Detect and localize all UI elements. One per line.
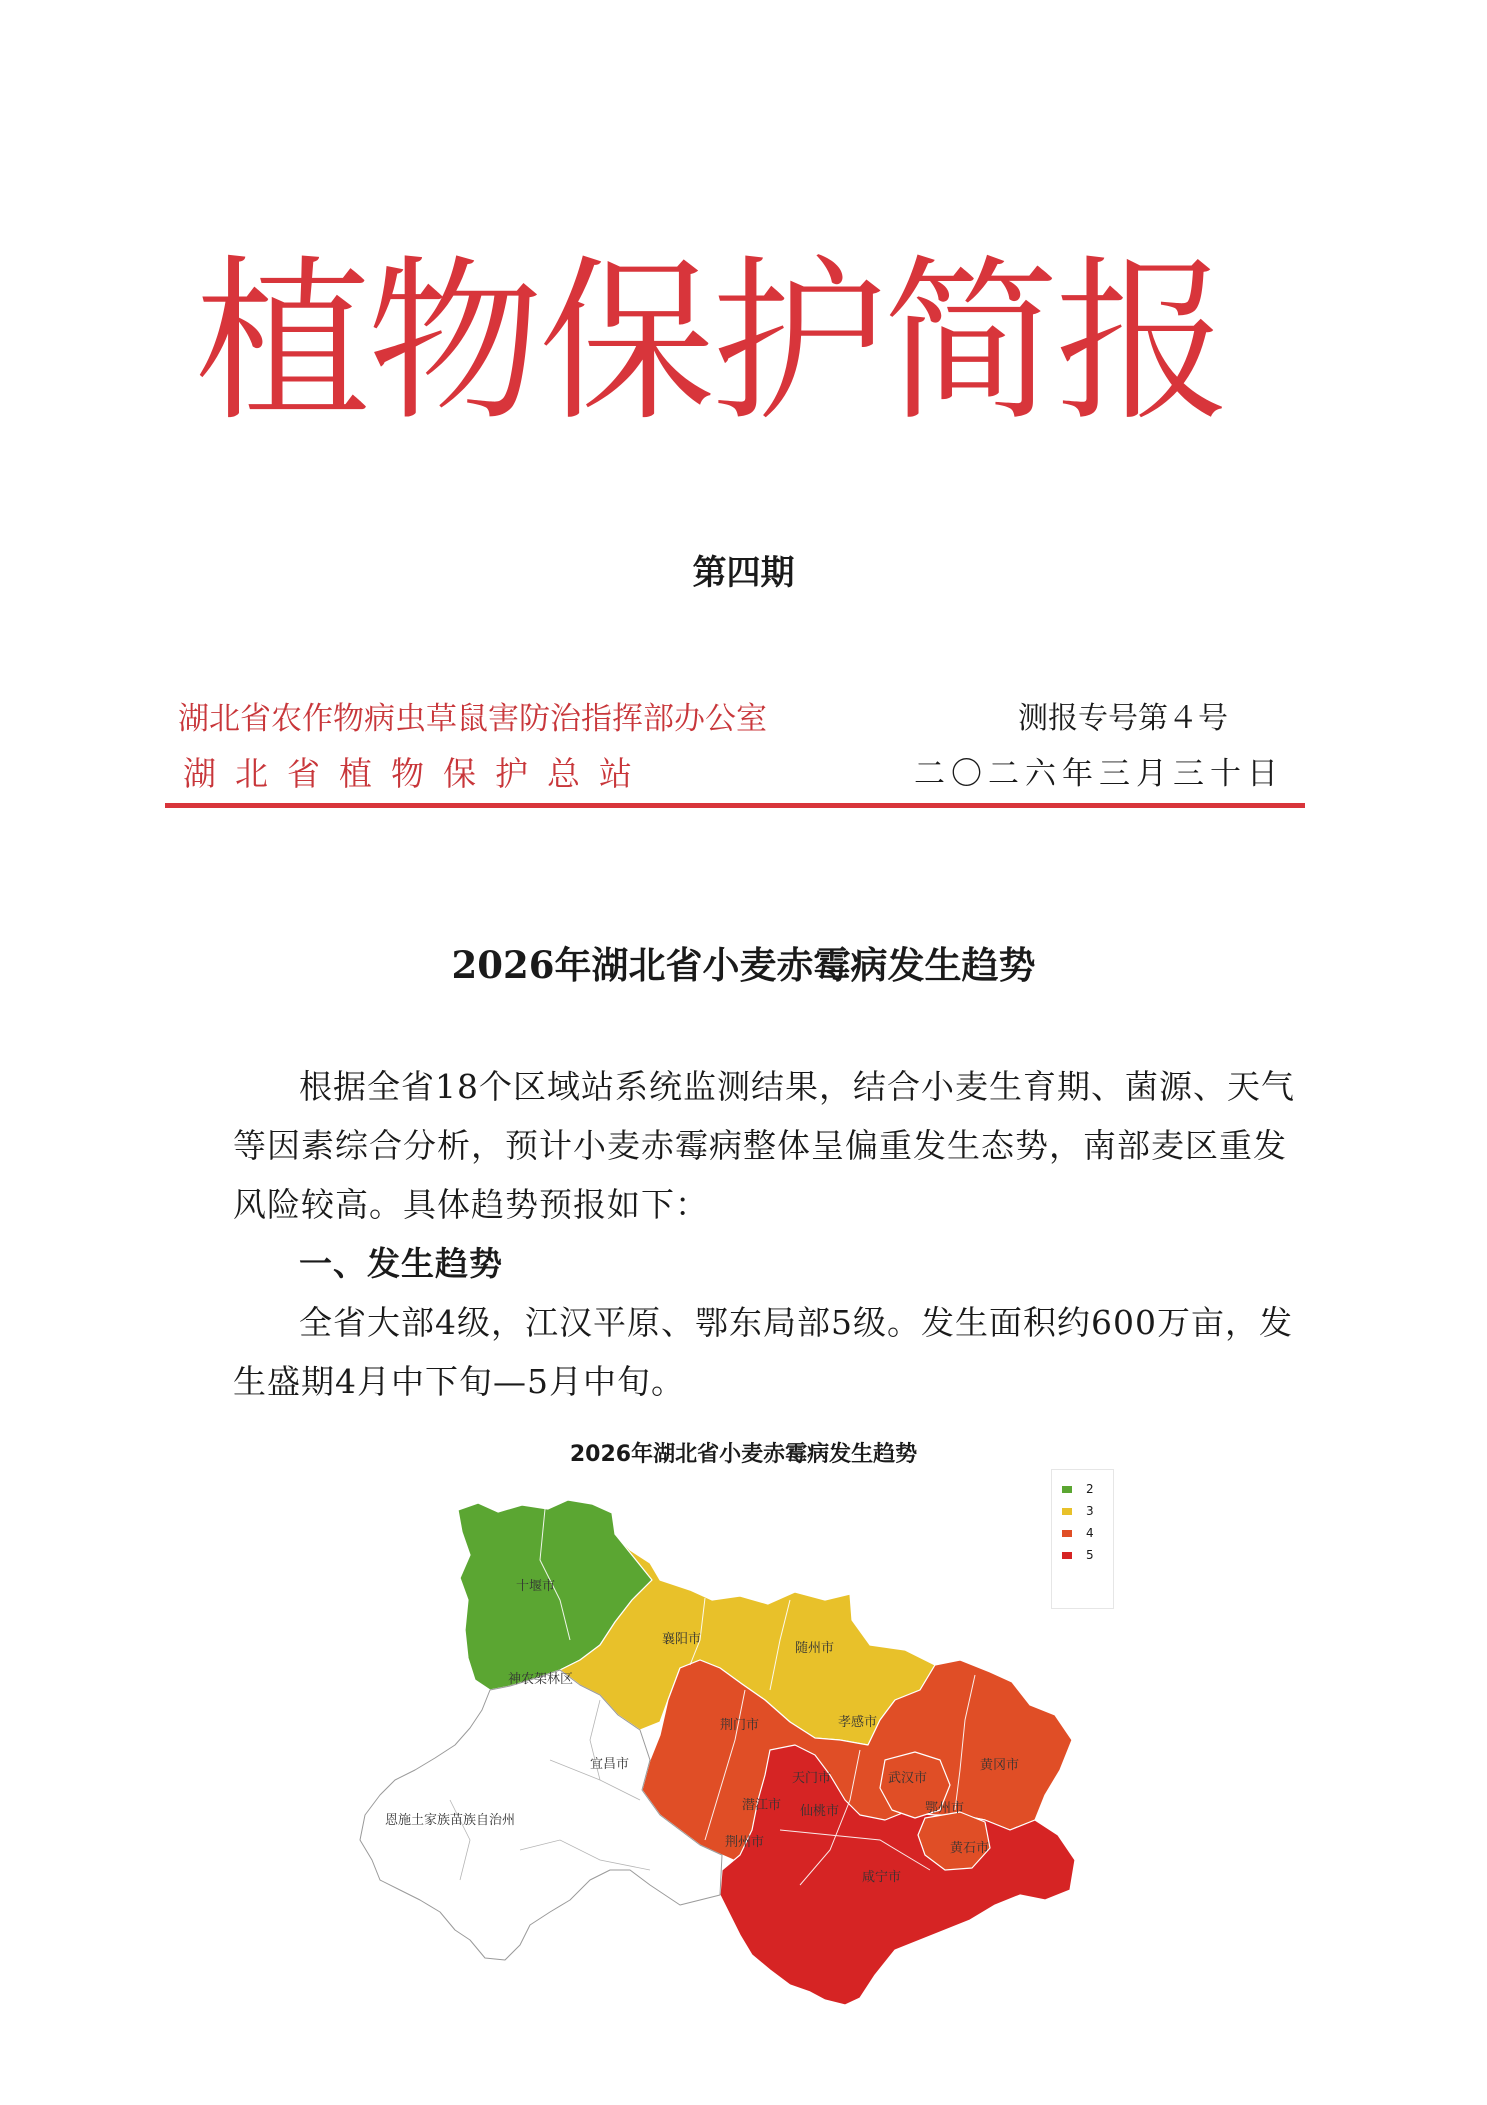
issue-date: 二〇二六年三月三十日 [914,756,1284,792]
legend-label: 5 [1086,1548,1094,1562]
city-label-xiaogan: 孝感市 [838,1715,878,1730]
masthead-title: 植物保护简报 [195,240,1228,445]
section-heading: 一、发生趋势 [299,1244,503,1283]
article-title: 2026年湖北省小麦赤霉病发生趋势 [451,943,1036,987]
paragraph-intro: 根据全省18个区域站系统监测结果，结合小麦生育期、菌源、天气等因素综合分析，预计小麦赤霉病整体呈偏重发生态势，南部麦区重发风险较高。具体趋势预报如下： [233,1067,1295,1224]
city-label-jingmen: 荆门市 [720,1718,760,1733]
city-label-wuhan: 武汉市 [888,1771,928,1786]
legend-label: 4 [1086,1526,1094,1540]
city-label-shiyan: 十堰市 [516,1579,556,1594]
paragraph-trend: 全省大部4级，江汉平原、鄂东局部5级。发生面积约600万亩，发生盛期4月中下旬—5月中旬。 [233,1303,1293,1401]
issue-label: 第四期 [692,553,795,593]
city-label-xianning: 咸宁市 [862,1870,902,1885]
legend-label: 2 [1086,1482,1094,1496]
city-label-qianjiang: 潜江市 [742,1798,782,1813]
city-label-enshi: 恩施土家族苗族自治州 [385,1813,516,1828]
issuer-station: 湖北省植物保护总站 [183,754,651,793]
city-label-ezhou: 鄂州市 [925,1801,965,1816]
city-label-huangshi: 黄石市 [950,1841,990,1856]
city-label-suizhou: 随州市 [795,1641,835,1656]
city-label-yichang: 宜昌市 [590,1757,630,1772]
issuer-office: 湖北省农作物病虫草鼠害防治指挥部办公室 [178,701,767,737]
city-label-shennongjia: 神农架林区 [508,1672,574,1687]
map-title: 2026年湖北省小麦赤霉病发生趋势 [569,1442,918,1467]
bulletin-number: 测报专号第４号 [1018,701,1228,736]
city-label-jingzhou: 荆州市 [725,1835,765,1850]
city-label-huanggang: 黄冈市 [980,1758,1020,1773]
city-label-xiantao: 仙桃市 [800,1804,840,1819]
city-label-xiangyang: 襄阳市 [662,1632,702,1647]
legend-label: 3 [1086,1504,1094,1518]
city-label-tianmen: 天门市 [792,1771,832,1786]
